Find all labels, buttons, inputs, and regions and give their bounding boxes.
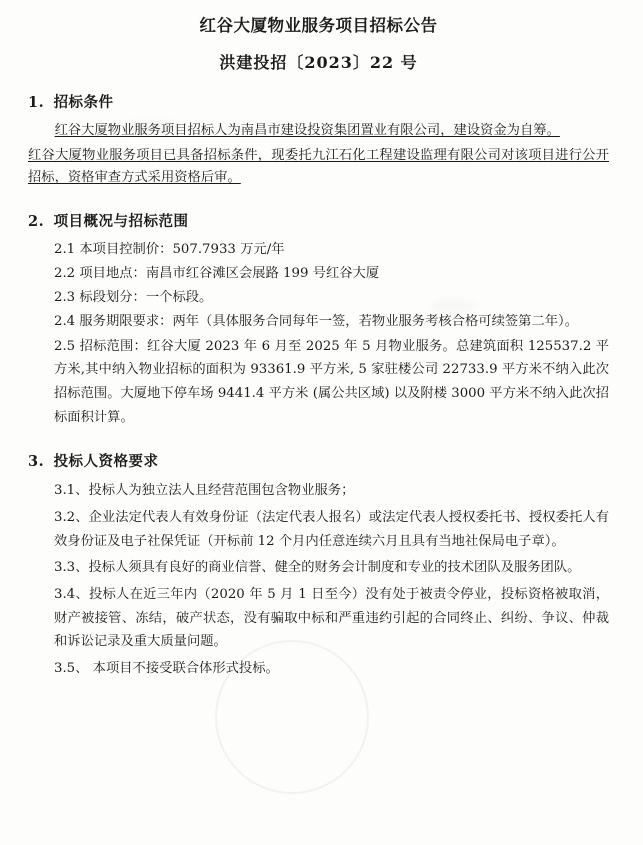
section-2-item-5: 2.5 招标范围：红谷大厦 2023 年 6 月至 2025 年 5 月物业服务。总建筑面积 125537.2 平方米,其中纳入物业招标的面积为 93361.9 平方米, 5 家驻楼公司 22733.9 平方米不纳入此次招标范围。大厦地下停车场 9441.4 平方米 (属公共区域) 以及附楼 3000 平方米不纳入此次招标面积计算。 [54,338,609,425]
section-2-item-4: 2.4 服务期限要求：两年（具体服务合同每年一签，若物业服务考核合格可续签第二年）。 [54,313,579,329]
section-3-item-2: 3.2、企业法定代表人有效身份证（法定代表人报名）或法定代表人授权委托书、授权委托人有效身份证及电子社保凭证（开标前 12 个月内任意连续六月且具有当地社保局电子章）。 [54,510,609,549]
section-heading-3 [28,450,609,471]
section-3-item-5: 3.5、 本项目不接受联合体形式投标。 [54,660,279,676]
section-title-1: 招标条件 [53,93,114,111]
section-number-2: 2. [28,213,45,231]
section-2-item-3: 2.3 标段划分：一个标段。 [54,290,213,306]
section-3-item-1: 3.1、投标人为独立法人且经营范围包含物业服务； [54,483,355,499]
section-1-paragraph-2: 红谷大厦物业服务项目已具备招标条件，现委托九江石化工程建设监理有限公司对该项目进行公开招标，资格审查方式采用资格后审。 [28,147,609,186]
section-number-3: 3. [28,453,45,471]
section-heading-2 [28,210,609,231]
section-3-item-4: 3.4、投标人在近三年内（2020 年 5 月 1 日至今）没有处于被责令停业，投标资格被取消，财产被接管、冻结，破产状态，没有骗取中标和严重违约引起的合同终止、纠纷、争议、仲裁和诉讼记录及重大质量问题。 [54,587,609,650]
section-number-1: 1. [28,93,45,111]
section-heading-1 [28,91,609,112]
section-1-paragraph-1: 红谷大厦物业服务项目招标人为南昌市建设投资集团置业有限公司，建设资金为自筹。 [54,122,560,138]
section-3-item-3: 3.3、投标人须具有良好的商业信誉、健全的财务会计制度和专业的技术团队及服务团队。 [54,560,581,576]
page-title: 红谷大厦物业服务项目招标公告 [199,16,438,35]
section-title-2: 项目概况与招标范围 [53,213,189,231]
section-title-3: 投标人资格要求 [53,453,159,471]
document-number: 洪建投招〔2023〕22 号 [219,52,418,72]
section-2-item-2: 2.2 项目地点：南昌市红谷滩区会展路 199 号红谷大厦 [54,266,380,282]
section-2-item-1: 2.1 本项目控制价：507.7933 万元/年 [54,242,285,258]
